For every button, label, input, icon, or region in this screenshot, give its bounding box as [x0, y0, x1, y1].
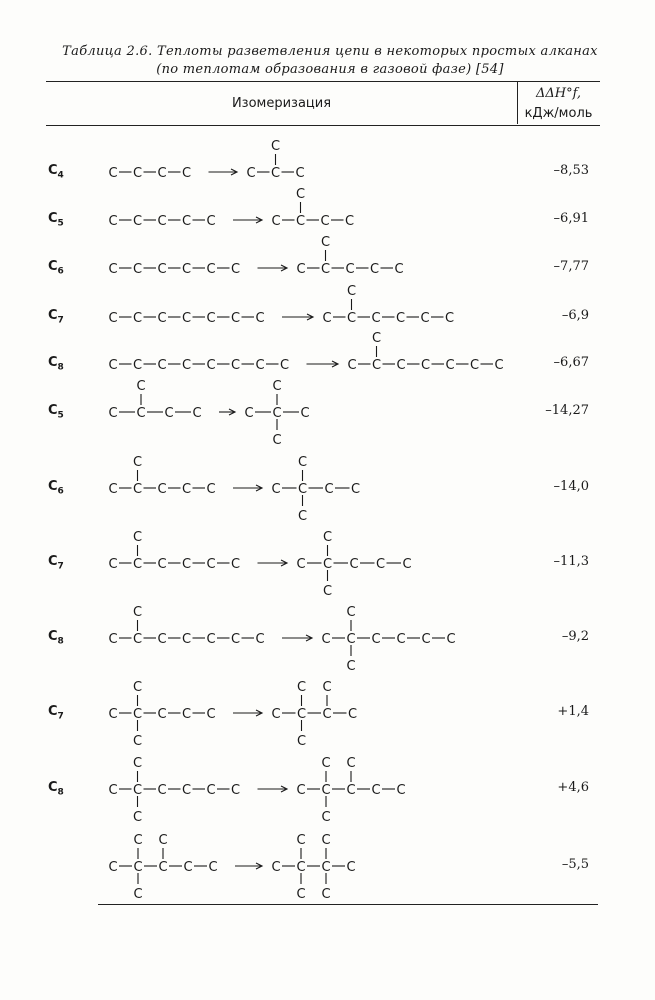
- atom-c: C: [181, 166, 192, 181]
- row-label: $C_7$: [48, 704, 64, 722]
- atom-c: C: [157, 358, 167, 373]
- atom-c: C: [346, 783, 356, 798]
- atom-c-branch: C: [295, 187, 306, 202]
- atom-c: C: [132, 311, 143, 326]
- atom-c: C: [157, 482, 167, 497]
- isomerization-row: [108, 605, 455, 674]
- row-value: –14,0: [553, 479, 589, 494]
- atom-c-branch: C: [132, 756, 143, 771]
- atom-c-branch: C: [270, 139, 281, 154]
- atom-c: C: [132, 166, 143, 181]
- atom-c-branch: C: [133, 887, 143, 902]
- atom-c: C: [494, 358, 504, 373]
- atom-c-branch: C: [321, 756, 331, 771]
- atom-c: C: [157, 707, 167, 722]
- atom-c: C: [369, 262, 380, 277]
- atom-c: C: [394, 262, 404, 277]
- atom-c: C: [157, 783, 167, 798]
- atom-c: C: [230, 262, 241, 277]
- isomerization-row: [108, 530, 411, 599]
- atom-c: C: [321, 632, 331, 647]
- atom-c: C: [371, 783, 381, 798]
- atom-c: C: [295, 166, 305, 181]
- atom-c: C: [371, 632, 381, 647]
- atom-c: C: [206, 358, 216, 373]
- atom-c-branch: C: [321, 887, 331, 902]
- atom-c: C: [272, 406, 282, 421]
- atom-c: C: [206, 262, 216, 277]
- atom-c: C: [132, 214, 143, 229]
- atom-c: C: [347, 358, 357, 373]
- atom-c: C: [108, 860, 118, 875]
- atom-c: C: [371, 358, 382, 373]
- isomerization-row: [108, 139, 304, 181]
- atom-c-branch: C: [346, 605, 356, 620]
- atom-c: C: [270, 166, 281, 181]
- atom-c-branch: C: [132, 810, 143, 825]
- atom-c-branch: C: [321, 833, 331, 848]
- atom-c: C: [255, 632, 265, 647]
- atom-c: C: [132, 707, 143, 722]
- row-value: +1,4: [557, 704, 589, 719]
- atom-c: C: [271, 707, 281, 722]
- atom-c-branch: C: [132, 455, 143, 470]
- atom-c: C: [206, 311, 216, 326]
- atom-c: C: [157, 311, 167, 326]
- isomerization-row: [108, 455, 360, 524]
- atom-c: C: [350, 482, 361, 497]
- atom-c: C: [296, 707, 307, 722]
- atom-c: C: [255, 358, 265, 373]
- row-label: $C_8$: [48, 780, 64, 798]
- row-label: $C_8$: [48, 355, 64, 373]
- atom-c: C: [183, 860, 193, 875]
- row-value: –7,77: [553, 259, 589, 274]
- atom-c: C: [396, 632, 406, 647]
- atom-c: C: [345, 262, 355, 277]
- atom-c: C: [157, 262, 167, 277]
- atom-c: C: [271, 482, 281, 497]
- atom-c: C: [321, 860, 331, 875]
- atom-c: C: [279, 358, 290, 373]
- atom-c-branch: C: [132, 680, 143, 695]
- atom-c: C: [396, 358, 406, 373]
- atom-c: C: [206, 214, 216, 229]
- atom-c: C: [230, 783, 241, 798]
- row-value: +4,6: [557, 780, 589, 795]
- atom-c: C: [402, 557, 412, 572]
- atom-c: C: [371, 311, 381, 326]
- atom-c: C: [230, 557, 241, 572]
- row-label: $C_4$: [48, 163, 64, 181]
- atom-c-branch: C: [136, 379, 146, 394]
- atom-c: C: [108, 557, 118, 572]
- atom-c: C: [297, 482, 308, 497]
- atom-c: C: [181, 632, 192, 647]
- atom-c: C: [347, 707, 358, 722]
- atom-c: C: [324, 482, 334, 497]
- atom-c-branch: C: [296, 887, 306, 902]
- atom-c: C: [346, 311, 357, 326]
- atom-c-branch: C: [133, 833, 143, 848]
- atom-c: C: [208, 860, 218, 875]
- atom-c-branch: C: [132, 605, 143, 620]
- atom-c: C: [271, 214, 281, 229]
- atom-c: C: [255, 311, 265, 326]
- row-value: –6,91: [553, 211, 589, 226]
- atom-c: C: [444, 311, 455, 326]
- atom-c: C: [244, 406, 254, 421]
- atom-c: C: [192, 406, 202, 421]
- atom-c: C: [157, 166, 167, 181]
- isomerization-row: [108, 680, 357, 749]
- atom-c: C: [181, 358, 192, 373]
- atom-c-branch: C: [346, 756, 356, 771]
- atom-c: C: [296, 860, 306, 875]
- atom-c-branch: C: [322, 530, 333, 545]
- atom-c: C: [469, 358, 480, 373]
- isomerization-row: [108, 187, 354, 229]
- atom-c: C: [108, 262, 118, 277]
- atom-c: C: [108, 311, 118, 326]
- atom-c: C: [132, 632, 143, 647]
- atom-c: C: [346, 632, 356, 647]
- atom-c: C: [206, 783, 216, 798]
- atom-c: C: [295, 214, 306, 229]
- atom-c: C: [157, 557, 167, 572]
- atom-c-branch: C: [158, 833, 168, 848]
- atom-c: C: [445, 358, 455, 373]
- atom-c: C: [206, 707, 216, 722]
- atom-c: C: [271, 860, 281, 875]
- atom-c-branch: C: [132, 530, 143, 545]
- atom-c: C: [164, 406, 174, 421]
- atom-c: C: [206, 557, 216, 572]
- header-quantity: ΔΔH°f,: [535, 86, 582, 101]
- atom-c: C: [181, 783, 192, 798]
- atom-c: C: [230, 632, 241, 647]
- atom-c: C: [395, 311, 406, 326]
- row-label: $C_6$: [48, 259, 64, 277]
- atom-c: C: [349, 557, 359, 572]
- atom-c-branch: C: [322, 584, 333, 599]
- atom-c: C: [133, 860, 143, 875]
- atom-c: C: [108, 406, 118, 421]
- header-unit: кДж/моль: [524, 106, 593, 121]
- atom-c-branch: C: [297, 509, 308, 524]
- atom-c: C: [246, 166, 256, 181]
- atom-c-branch: C: [346, 659, 356, 674]
- atom-c: C: [108, 166, 118, 181]
- atom-c: C: [181, 707, 192, 722]
- atom-c: C: [181, 557, 192, 572]
- row-label: $C_6$: [48, 479, 64, 497]
- row-value: –6,67: [553, 355, 589, 370]
- isomerization-row: [108, 235, 403, 277]
- row-value: –11,3: [553, 554, 589, 569]
- isomerization-row: [108, 331, 503, 373]
- atom-c-branch: C: [296, 680, 307, 695]
- atom-c: C: [320, 262, 331, 277]
- atom-c: C: [346, 860, 356, 875]
- atom-c: C: [181, 311, 192, 326]
- atom-c: C: [420, 358, 431, 373]
- atom-c: C: [158, 860, 168, 875]
- atom-c: C: [421, 632, 431, 647]
- atom-c: C: [132, 358, 143, 373]
- atom-c: C: [420, 311, 430, 326]
- atom-c: C: [322, 311, 332, 326]
- atom-c: C: [322, 707, 332, 722]
- atom-c: C: [108, 214, 118, 229]
- atom-c-branch: C: [371, 331, 382, 346]
- atom-c-branch: C: [272, 433, 282, 448]
- atom-c: C: [296, 557, 306, 572]
- atom-c: C: [132, 557, 143, 572]
- atom-c: C: [108, 783, 118, 798]
- isomerization-row: [108, 379, 309, 448]
- table-caption-source: (по теплотам образования в газовой фазе) [54]: [156, 62, 504, 77]
- atom-c: C: [230, 311, 241, 326]
- atom-c: C: [132, 482, 143, 497]
- atom-c-branch: C: [296, 833, 306, 848]
- atom-c: C: [296, 783, 306, 798]
- atom-c: C: [446, 632, 456, 647]
- atom-c: C: [181, 262, 192, 277]
- row-label: $C_7$: [48, 308, 64, 326]
- atom-c: C: [230, 358, 241, 373]
- atom-c: C: [321, 783, 331, 798]
- atom-c: C: [344, 214, 355, 229]
- atom-c: C: [320, 214, 330, 229]
- atom-c: C: [181, 482, 192, 497]
- atom-c-branch: C: [272, 379, 282, 394]
- atom-c: C: [206, 482, 216, 497]
- row-value: –14,27: [545, 403, 589, 418]
- atom-c: C: [322, 557, 333, 572]
- atom-c: C: [136, 406, 146, 421]
- atom-c: C: [157, 632, 167, 647]
- atom-c-branch: C: [321, 810, 331, 825]
- atom-c: C: [108, 707, 118, 722]
- atom-c-branch: C: [297, 455, 308, 470]
- row-label: $C_8$: [48, 629, 64, 647]
- header-isomerization: Изомеризация: [231, 96, 332, 111]
- atom-c-branch: C: [132, 734, 143, 749]
- row-label: $C_5$: [48, 403, 64, 421]
- atom-c: C: [396, 783, 406, 798]
- row-value: –8,53: [553, 163, 589, 178]
- atom-c: C: [181, 214, 192, 229]
- atom-c-branch: C: [322, 680, 332, 695]
- row-label: $C_7$: [48, 554, 64, 572]
- atom-c: C: [108, 358, 118, 373]
- row-value: –6,9: [561, 308, 589, 323]
- table-caption: Таблица 2.6. Теплоты разветвления цепи в некоторых простых алканах: [62, 44, 598, 59]
- atom-c-branch: C: [346, 284, 357, 299]
- atom-c: C: [157, 214, 167, 229]
- atom-c: C: [132, 783, 143, 798]
- row-value: –9,2: [561, 629, 589, 644]
- atom-c: C: [132, 262, 143, 277]
- bottom-rule: [98, 904, 598, 905]
- isomerization-row: [108, 756, 405, 825]
- row-value: –5,5: [561, 857, 589, 872]
- row-label: $C_5$: [48, 211, 64, 229]
- atom-c-branch: C: [296, 734, 307, 749]
- atom-c: C: [296, 262, 306, 277]
- atom-c-branch: C: [320, 235, 331, 250]
- atom-c: C: [108, 482, 118, 497]
- atom-c: C: [206, 632, 216, 647]
- atom-c: C: [108, 632, 118, 647]
- isomerization-row: [108, 833, 355, 902]
- atom-c: C: [300, 406, 310, 421]
- isomerization-row: [108, 284, 454, 326]
- atom-c: C: [375, 557, 386, 572]
